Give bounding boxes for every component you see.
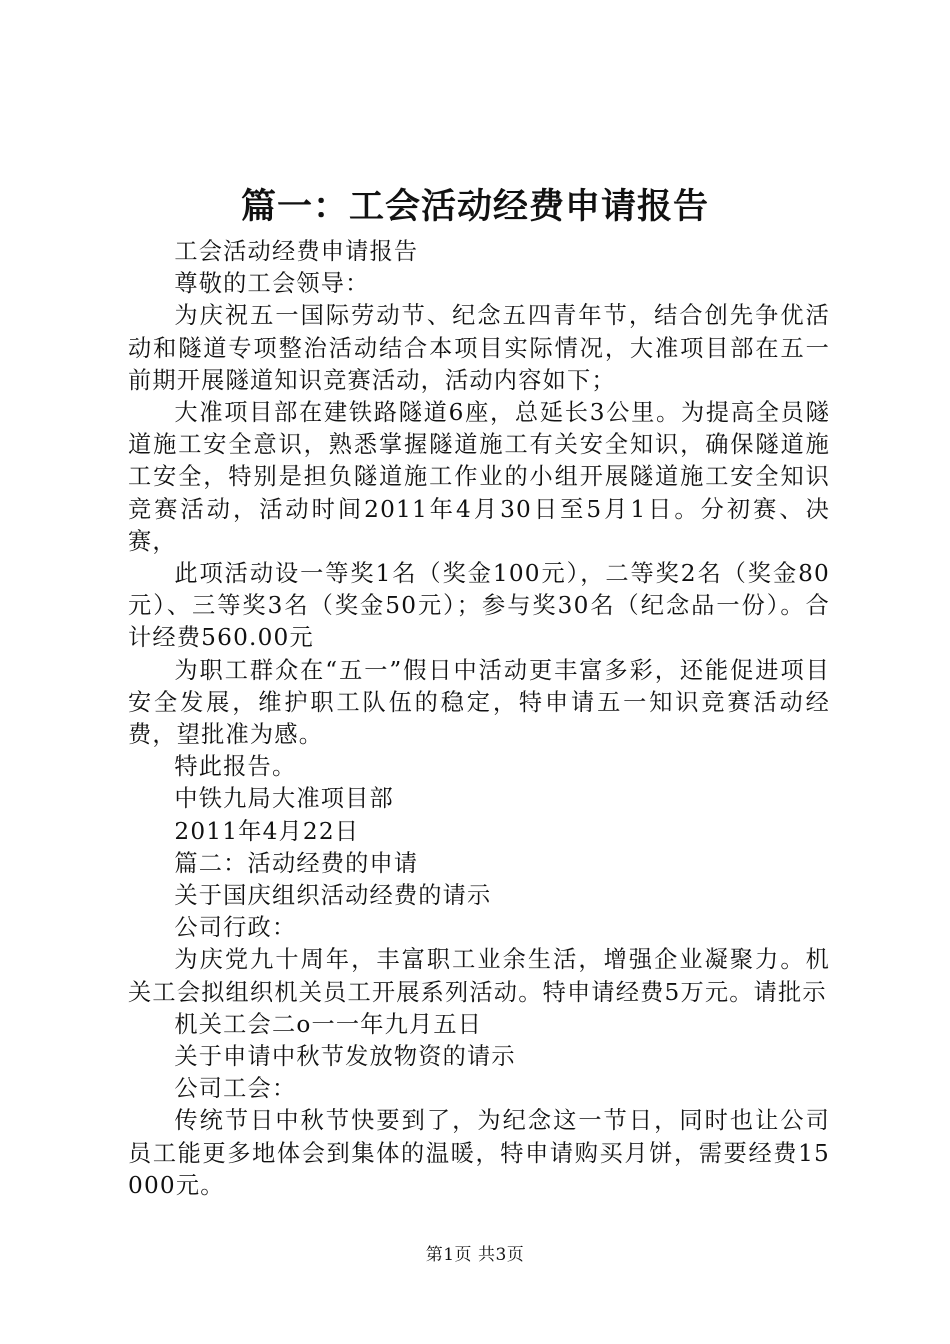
paragraph-report-heading: 工会活动经费申请报告 — [174, 238, 419, 265]
document-title: 篇一：工会活动经费申请报告 — [240, 186, 709, 227]
page-number-footer: 第1页 共3页 — [425, 1245, 525, 1265]
paragraph-purpose: 为庆祝五一国际劳动节、纪念五四青年节，结合创先争优活动和隧道专项整治活动结合本项目实际情况，大准项目部在五一前期开展隧道知识竞赛活动，活动内容如下； — [128, 302, 830, 394]
paragraph-national-day-heading: 关于国庆组织活动经费的请示 — [174, 882, 492, 910]
paragraph-prizes: 此项活动设一等奖1名（奖金100元），二等奖2名（奖金80元）、三等奖3名（奖金50元）；参与奖30名（纪念品一份）。合计经费560.00元 — [128, 560, 830, 652]
paragraph-signature-date: 2011年4月22日 — [174, 817, 360, 845]
paragraph-project-details: 大准项目部在建铁路隧道6座，总延长3公里。为提高全员隧道施工安全意识，熟悉掌握隧道施工有关安全知识，确保隧道施工安全，特别是担负隧道施工作业的小组开展隧道施工安全知识竞赛活动，活动时间2011年4月30日至5月1日。分初赛、决赛， — [128, 399, 830, 555]
paragraph-national-day-request: 为庆党九十周年，丰富职工业余生活，增强企业凝聚力。机关工会拟组织机关员工开展系列活动。特申请经费5万元。请批示 — [128, 946, 830, 1006]
paragraph-salutation: 尊敬的工会领导： — [174, 270, 370, 298]
paragraph-mid-autumn-heading: 关于申请中秋节发放物资的请示 — [174, 1043, 516, 1071]
paragraph-admin-salutation: 公司行政： — [174, 914, 297, 942]
paragraph-signature-org: 中铁九局大准项目部 — [174, 785, 394, 813]
document-body — [128, 236, 830, 1202]
paragraph-request: 为职工群众在“五一”假日中活动更丰富多彩，还能促进项目安全发展，维护职工队伍的稳定，特申请五一知识竞赛活动经费，望批准为感。 — [128, 656, 830, 749]
paragraph-mid-autumn-request: 传统节日中秋节快要到了，为纪念这一节日，同时也让公司员工能更多地体会到集体的温暖，特申请购买月饼，需要经费15000元。 — [128, 1107, 830, 1199]
paragraph-union-salutation: 公司工会： — [174, 1075, 297, 1103]
paragraph-closing: 特此报告。 — [174, 753, 297, 781]
paragraph-section-two-heading: 篇二：活动经费的申请 — [174, 849, 419, 877]
paragraph-union-signature: 机关工会二o一一年九月五日 — [174, 1010, 483, 1038]
